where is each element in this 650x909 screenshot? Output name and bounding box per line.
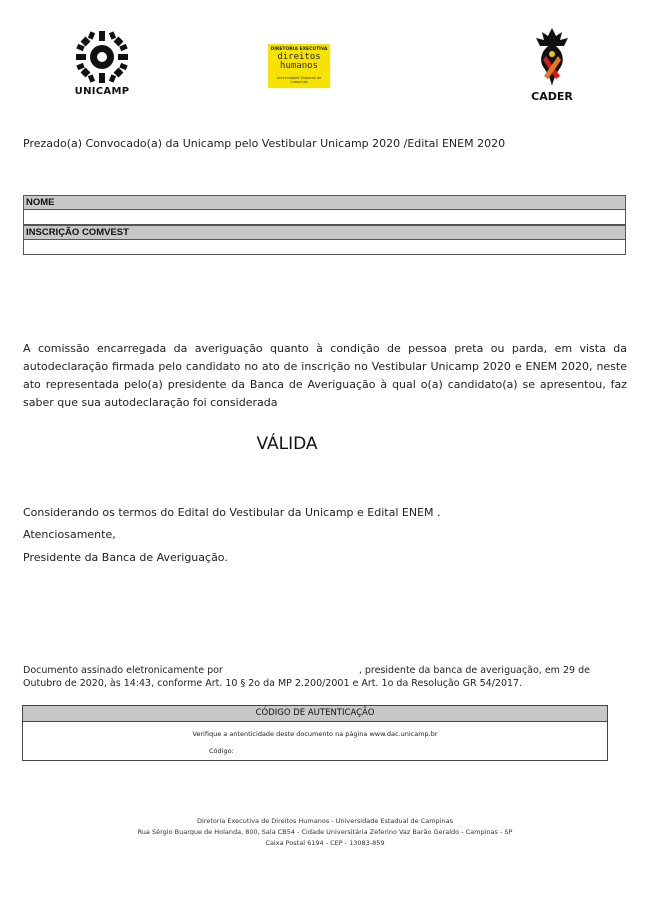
unicamp-logo bbox=[62, 28, 142, 108]
dh-logo-line2: direitos bbox=[277, 52, 321, 62]
footer-line3: Caixa Postal 6194 - CEP - 13083-859 bbox=[265, 839, 385, 847]
name-field-box bbox=[23, 195, 626, 225]
registration-field-value bbox=[24, 240, 625, 254]
page-footer bbox=[0, 816, 650, 849]
name-field-label: NOME bbox=[24, 196, 625, 210]
footer-line2: Rua Sérgio Buarque de Holanda, 800, Sala CB54 - Cidade Universitária Zeferino Vaz Barão Geraldo - Campinas - SP bbox=[137, 828, 513, 836]
declaration-paragraph: A comissão encarregada da averiguação quanto à condição de pessoa preta ou parda, em vista da autodeclaração firmada pelo candidato no ato de inscrição no Vestibular Unicamp 2020 e ENEM 2020, neste ato representada pelo(a) presidente da Banca de Averiguação à qual o(a) candidato(a) se apresentou, faz saber que sua autodeclaração foi considerada bbox=[23, 342, 627, 409]
greeting-line: Prezado(a) Convocado(a) da Unicamp pelo Vestibular Unicamp 2020 /Edital ENEM 2020 bbox=[23, 137, 506, 150]
authentication-box bbox=[22, 705, 608, 761]
signatory-line: Presidente da Banca de Averiguação. bbox=[23, 551, 228, 564]
regards-line: Atenciosamente, bbox=[23, 528, 116, 541]
authentication-verify-text: Verifique a antenticidade deste documento na página www.dac.unicamp.br bbox=[192, 730, 438, 738]
signature-note-part2: , presidente da banca de averiguação, em 29 de Outubro de 2020, às 14:43, conforme Art. 10 § 2o da MP 2.200/2001 e Art. 1o da Resolução GR 54/2017. bbox=[23, 665, 590, 689]
considering-line: Considerando os termos do Edital do Vestibular da Unicamp e Edital ENEM . bbox=[23, 506, 441, 519]
footer-line1: Diretoria Executiva de Direitos Humanos - Universidade Estadual de Campinas bbox=[197, 817, 453, 825]
authentication-title: CÓDIGO DE AUTENTICAÇÃO bbox=[23, 706, 607, 722]
dh-logo-line4: Universidade Estadual de Campinas bbox=[276, 76, 322, 84]
electronic-signature-note bbox=[23, 664, 623, 690]
authentication-code-label: Código: bbox=[209, 747, 234, 755]
cader-logo-text: CADER bbox=[531, 90, 573, 103]
cader-logo bbox=[520, 26, 584, 106]
dh-logo-line1: DIRETORIA EXECUTIVA bbox=[270, 47, 328, 52]
dh-logo-line3: humanos bbox=[280, 61, 318, 71]
direitos-humanos-logo bbox=[268, 44, 330, 88]
unicamp-emblem-icon bbox=[62, 28, 142, 86]
cader-emblem-icon bbox=[520, 26, 584, 90]
signature-note-part1: Documento assinado eletronicamente por bbox=[23, 665, 223, 676]
name-field-value bbox=[24, 210, 625, 224]
registration-field-label: INSCRIÇÃO COMVEST bbox=[24, 226, 625, 240]
unicamp-logo-text: UNICAMP bbox=[74, 86, 130, 97]
registration-field-box bbox=[23, 225, 626, 255]
result-status: VÁLIDA bbox=[256, 434, 318, 454]
